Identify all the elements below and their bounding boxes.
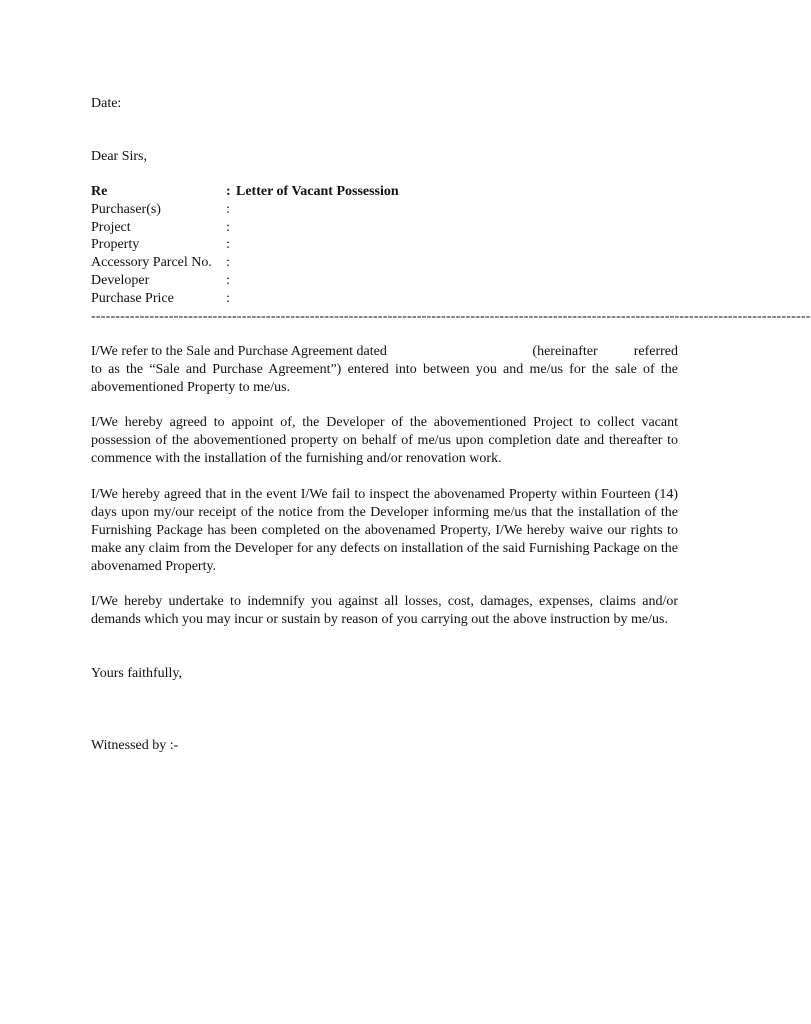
- witness-label: Witnessed by :-: [91, 738, 179, 753]
- field-row-purchaser: [91, 201, 678, 219]
- field-label: Project: [91, 219, 131, 235]
- field-label: Re: [91, 184, 108, 199]
- field-value: Letter of Vacant Possession: [236, 184, 399, 199]
- field-row-property: [91, 236, 678, 254]
- salutation: Dear Sirs,: [91, 149, 147, 164]
- paragraph-appointment: I/We hereby agreed to appoint of, the Developer of the abovementioned Project to collect vacant possession of the abovementioned property on behalf of me/us upon completion date and thereafter to commence with the installation of the furnishing and/or renovation work.: [91, 415, 678, 466]
- paragraph-inspection-waiver: I/We hereby agreed that in the event I/We fail to inspect the abovenamed Property within Fourteen (14) days upon my/our receipt of the notice from the Developer informing me/us that the installation of the Furnishing Package has been completed on the abovenamed Property, I/We hereby waive our rights to make any claim from the Developer for any defects on installation of the said Furnishing Package on the abovenamed Property.: [91, 487, 678, 574]
- paragraph-indemnity: I/We hereby undertake to indemnify you against all losses, cost, damages, expenses, claims and/or demands which you may incur or sustain by reason of you carrying out the above instruction by me/us.: [91, 594, 678, 627]
- field-row-accessory-parcel: [91, 254, 678, 272]
- field-separator: :: [226, 219, 230, 235]
- paragraph-text: to as the “Sale and Purchase Agreement”) entered into between you and me/us for the sale of the abovementioned Property to me/us.: [91, 362, 678, 395]
- field-row-developer: [91, 272, 678, 290]
- field-label: Purchase Price: [91, 290, 174, 306]
- date-label: Date:: [91, 96, 122, 111]
- field-separator: :: [226, 272, 230, 288]
- field-label: Developer: [91, 272, 150, 288]
- closing: Yours faithfully,: [91, 666, 183, 681]
- paragraph-first-line: [91, 343, 678, 361]
- field-separator: :: [226, 184, 231, 199]
- field-value: [236, 254, 678, 272]
- field-separator: :: [226, 290, 230, 306]
- paragraph-text: I/We refer to the Sale and Purchase Agreement dated: [91, 344, 387, 359]
- field-separator: :: [226, 237, 230, 253]
- field-value: [236, 272, 678, 290]
- field-value: [236, 236, 678, 254]
- field-label: Purchaser(s): [91, 201, 161, 217]
- field-label: Property: [91, 237, 140, 253]
- paragraph-agreement-reference: [91, 343, 678, 397]
- field-row-purchase-price: [91, 290, 678, 308]
- paragraph-text: referred: [633, 344, 678, 359]
- field-separator: :: [226, 255, 230, 271]
- reference-fields: [91, 183, 678, 308]
- field-value: [236, 219, 678, 237]
- field-value: [236, 201, 678, 219]
- field-row-project: [91, 219, 678, 237]
- field-row-re: [91, 183, 678, 201]
- dashed-divider: ----------------------------------------------------------------------------------------------------------------------------------------------------: [91, 309, 811, 324]
- field-label: Accessory Parcel No.: [91, 255, 212, 271]
- field-separator: :: [226, 201, 230, 217]
- paragraph-text: (hereinafter: [532, 344, 598, 359]
- field-value: [236, 290, 678, 308]
